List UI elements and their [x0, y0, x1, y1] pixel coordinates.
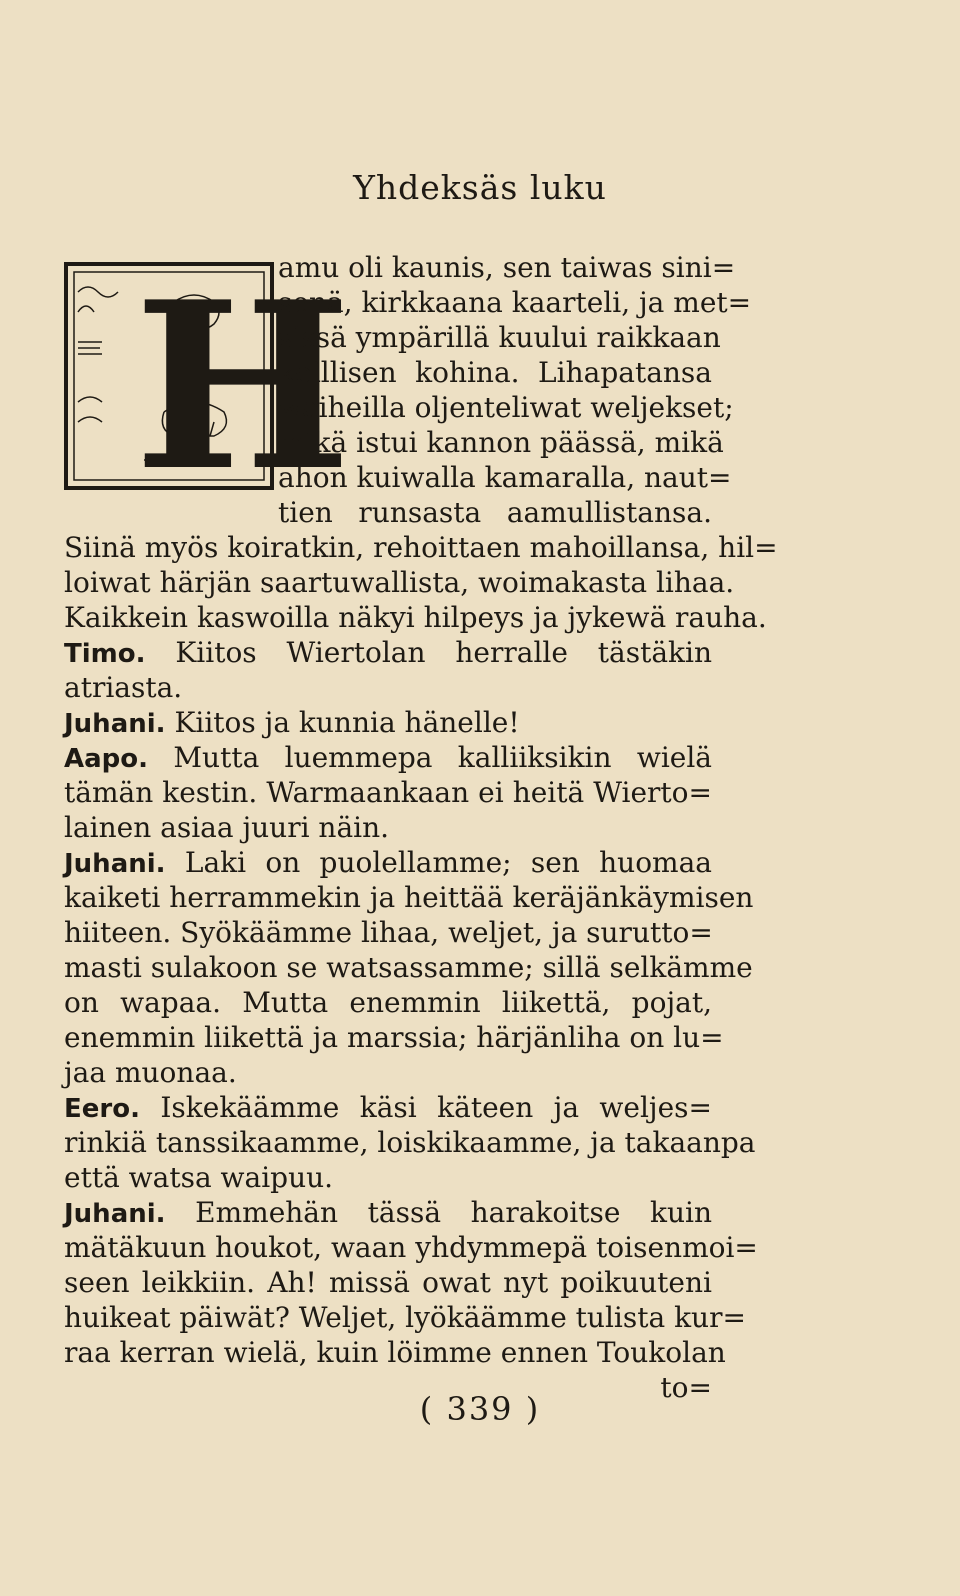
text-line: [64, 1125, 756, 1160]
line-text: loiwat härjän saartuwallista, woimakasta lihaa.: [64, 566, 735, 599]
line-text: tämän kestin. Warmaankaan ei heitä Wierto=: [64, 776, 712, 809]
text-line: [64, 495, 712, 530]
line-text: että watsa waipuu.: [64, 1161, 334, 1194]
chapter-title: Yhdeksäs luku: [353, 168, 607, 207]
line-text: rinkiä tanssikaamme, loiskikaamme, ja takaanpa: [64, 1126, 756, 1159]
line-text: masti sulakoon se watsassamme; sillä selkämme: [64, 951, 753, 984]
text-line: [64, 1265, 712, 1300]
text-line: [64, 1195, 712, 1230]
text-line: [64, 285, 752, 320]
line-text: Iskekäämme käsi käteen ja weljes=: [160, 1091, 712, 1124]
speaker-name: Juhani.: [64, 849, 166, 879]
line-text: Kiitos Wiertolan herralle tästäkin: [175, 636, 712, 669]
text-line: [64, 1335, 726, 1370]
speaker-name: Aapo.: [64, 744, 149, 774]
text-line: [64, 1055, 712, 1090]
speaker-name: Juhani.: [64, 1199, 166, 1229]
line-text: tien runsasta aamullistansa.: [278, 496, 712, 529]
text-line: [64, 530, 778, 565]
line-text: hiiteen. Syökäämme lihaa, weljet, ja surutto=: [64, 916, 713, 949]
page-number: ( 339 ): [419, 1390, 541, 1428]
speaker-name: Eero.: [64, 1094, 140, 1124]
text-line: [64, 425, 724, 460]
line-text: senä, kirkkaana kaarteli, ja met=: [278, 286, 752, 319]
text-line: [64, 740, 712, 775]
line-text: mikä istui kannon päässä, mikä: [278, 426, 724, 459]
text-line: [64, 1230, 758, 1265]
text-line: [64, 845, 712, 880]
line-text: koillisen kohina. Lihapatansa: [278, 356, 712, 389]
line-text: Laki on puolellamme; sen huomaa: [184, 846, 712, 879]
line-text: lainen asiaa juuri näin.: [64, 811, 390, 844]
text-line: [64, 915, 712, 950]
line-text: huikeat päiwät? Weljet, lyökäämme tulista kur=: [64, 1301, 746, 1334]
text-line: [64, 320, 721, 355]
text-line: [64, 250, 736, 285]
line-text: enemmin liikettä ja marssia; härjänliha on lu=: [64, 1021, 724, 1054]
line-text: kaiketi herrammekin ja heittää keräjänkäymisen: [64, 881, 754, 914]
svg-text:H: H: [134, 252, 352, 522]
text-line: [64, 1160, 712, 1195]
line-text: raa kerran wielä, kuin löimme ennen Toukolan: [64, 1336, 726, 1369]
line-text: to=: [660, 1371, 712, 1404]
line-text: on wapaa. Mutta enemmin liikettä, pojat,: [64, 986, 712, 1019]
text-line: [64, 390, 734, 425]
text-line: [64, 985, 712, 1020]
line-text: jaa muonaa.: [64, 1056, 237, 1089]
line-text: Kiitos ja kunnia hänelle!: [174, 706, 520, 739]
text-line: [64, 460, 732, 495]
text-line: [64, 775, 712, 810]
text-line: [64, 635, 712, 670]
line-text: seen leikkiin. Ah! missä owat nyt poikuuteni: [64, 1266, 712, 1299]
line-text: Mutta luemmepa kalliiksikin wielä: [173, 741, 712, 774]
line-text: Kaikkein kaswoilla näkyi hilpeys ja jykewä rauha.: [64, 601, 767, 634]
line-text: waiheilla oljenteliwat weljekset;: [278, 391, 734, 424]
line-text: Emmehän tässä harakoitse kuin: [195, 1196, 712, 1229]
line-text: mätäkuun houkot, waan yhdymmepä toisenmoi=: [64, 1231, 758, 1264]
text-line: [64, 670, 712, 705]
body-text: [64, 250, 778, 1405]
line-text: amu oli kaunis, sen taiwas sini=: [278, 251, 736, 284]
line-text: Siinä myös koiratkin, rehoittaen mahoillansa, hil=: [64, 531, 778, 564]
text-line: [64, 1020, 724, 1055]
line-text: ahon kuiwalla kamaralla, naut=: [278, 461, 732, 494]
speaker-name: Timo.: [64, 639, 146, 669]
text-line: [64, 880, 754, 915]
text-line: [64, 705, 712, 740]
line-text: atriasta.: [64, 671, 183, 704]
speaker-name: Juhani.: [64, 709, 166, 739]
text-line: [64, 600, 767, 635]
text-line: [64, 950, 753, 985]
text-line: [64, 565, 735, 600]
line-text: sissä ympärillä kuului raikkaan: [278, 321, 721, 354]
text-line: [64, 1300, 746, 1335]
text-line: [64, 810, 712, 845]
text-line: [64, 1090, 712, 1125]
text-line: [64, 355, 712, 390]
